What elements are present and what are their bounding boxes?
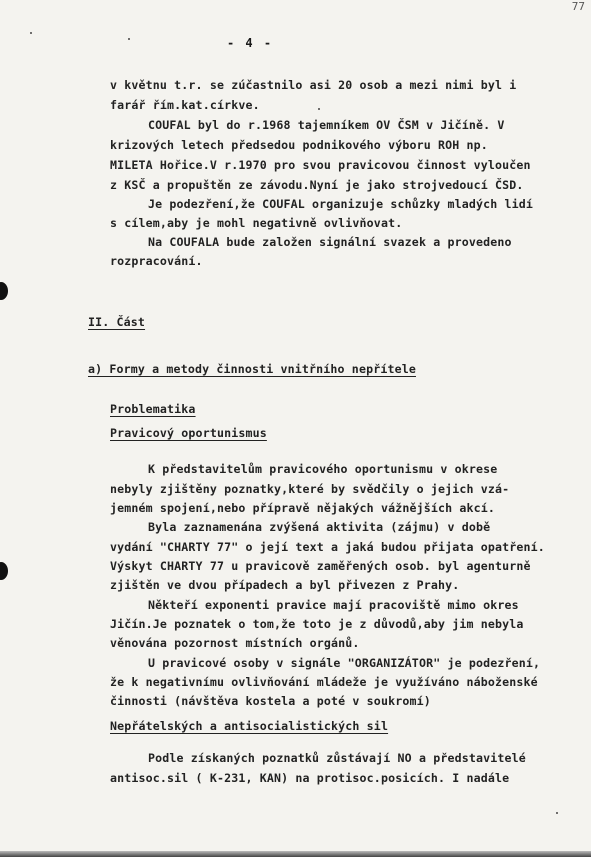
text-line: K představitelům pravicového oportunismu v okrese bbox=[148, 462, 498, 476]
text-line: Někteří exponenti pravice mají pracoviště mimo okres bbox=[148, 598, 519, 612]
text-line: jemném spojení,nebo přípravě nějakých vážnějších akcí. bbox=[110, 501, 496, 515]
scan-edge bbox=[0, 851, 591, 857]
text-line: krizových letech předsedou podnikového výboru ROH np. bbox=[110, 138, 488, 152]
text-line: U pravicové osoby v signále "ORGANIZÁTOR" je podezření, bbox=[148, 656, 541, 670]
scan-speck bbox=[30, 32, 32, 34]
scan-speck bbox=[556, 812, 558, 814]
text-line: COUFAL byl do r.1968 tajemníkem OV ČSM v Jičíně. V bbox=[148, 118, 505, 132]
text-line: Na COUFALA bude založen signální svazek a provedeno bbox=[148, 235, 512, 249]
subheading-problematika: Problematika bbox=[110, 402, 196, 416]
text-line: zjištěn ve dvou případech a byl přivezen z Prahy. bbox=[110, 578, 460, 592]
subheading-enemy-forces: Nepřátelských a antisocialistických sil bbox=[110, 719, 389, 733]
text-line: farář řím.kat.církve. bbox=[110, 98, 260, 112]
text-line: Je podezření,že COUFAL organizuje schůzky mladých lidí bbox=[148, 197, 534, 211]
text-line: z KSČ a propuštěn ze závodu.Nyní je jako strojvedoucí ČSD. bbox=[110, 178, 524, 192]
text-line: Podle získaných poznatků zůstávají NO a představitelé bbox=[148, 751, 526, 765]
page-number: - 4 - bbox=[226, 36, 274, 50]
text-line: Výskyt CHARTY 77 u pravicově zaměřených osob. byl agenturně bbox=[110, 559, 531, 573]
text-line: antisoc.sil ( K-231, KAN) na protisoc.posicích. I nadále bbox=[110, 771, 510, 785]
corner-mark: 77 bbox=[571, 0, 585, 13]
text-line: Byla zaznamenána zvýšená aktivita (zájmu) v době bbox=[148, 520, 491, 534]
subheading-oportunismus: Pravicový oportunismus bbox=[110, 426, 267, 440]
text-line: v květnu t.r. se zúčastnilo asi 20 osob a mezi nimi byl i bbox=[110, 78, 517, 92]
text-line: nebyly zjištěny poznatky,které by svědčily o jejich vzá- bbox=[110, 482, 510, 496]
part-heading: II. Část bbox=[88, 315, 146, 329]
text-line: s cílem,aby je mohl negativně ovlivňovat. bbox=[110, 216, 403, 230]
text-line: že k negativnímu ovlivňování mládeže je využíváno náboženské bbox=[110, 675, 538, 689]
punch-hole bbox=[0, 562, 8, 580]
scan-speck bbox=[128, 38, 130, 40]
text-line: Jičín.Je poznatek o tom,že toto je z důvodů,aby jim nebyla bbox=[110, 617, 524, 631]
section-heading: a) Formy a metody činnosti vnitřního nepřítele bbox=[88, 362, 416, 376]
text-line: činnosti (návštěva kostela a poté v soukromí) bbox=[110, 694, 431, 708]
punch-hole bbox=[0, 282, 8, 300]
text-line: rozpracování. bbox=[110, 254, 203, 268]
text-line: věnována pozornost místních orgánů. bbox=[110, 636, 360, 650]
text-line: vydání "CHARTY 77" o její text a jaká budou přijata opatření. bbox=[110, 540, 545, 554]
text-line: MILETA Hořice.V r.1970 pro svou pravicovou činnost vyloučen bbox=[110, 158, 531, 172]
scan-speck bbox=[318, 108, 320, 110]
